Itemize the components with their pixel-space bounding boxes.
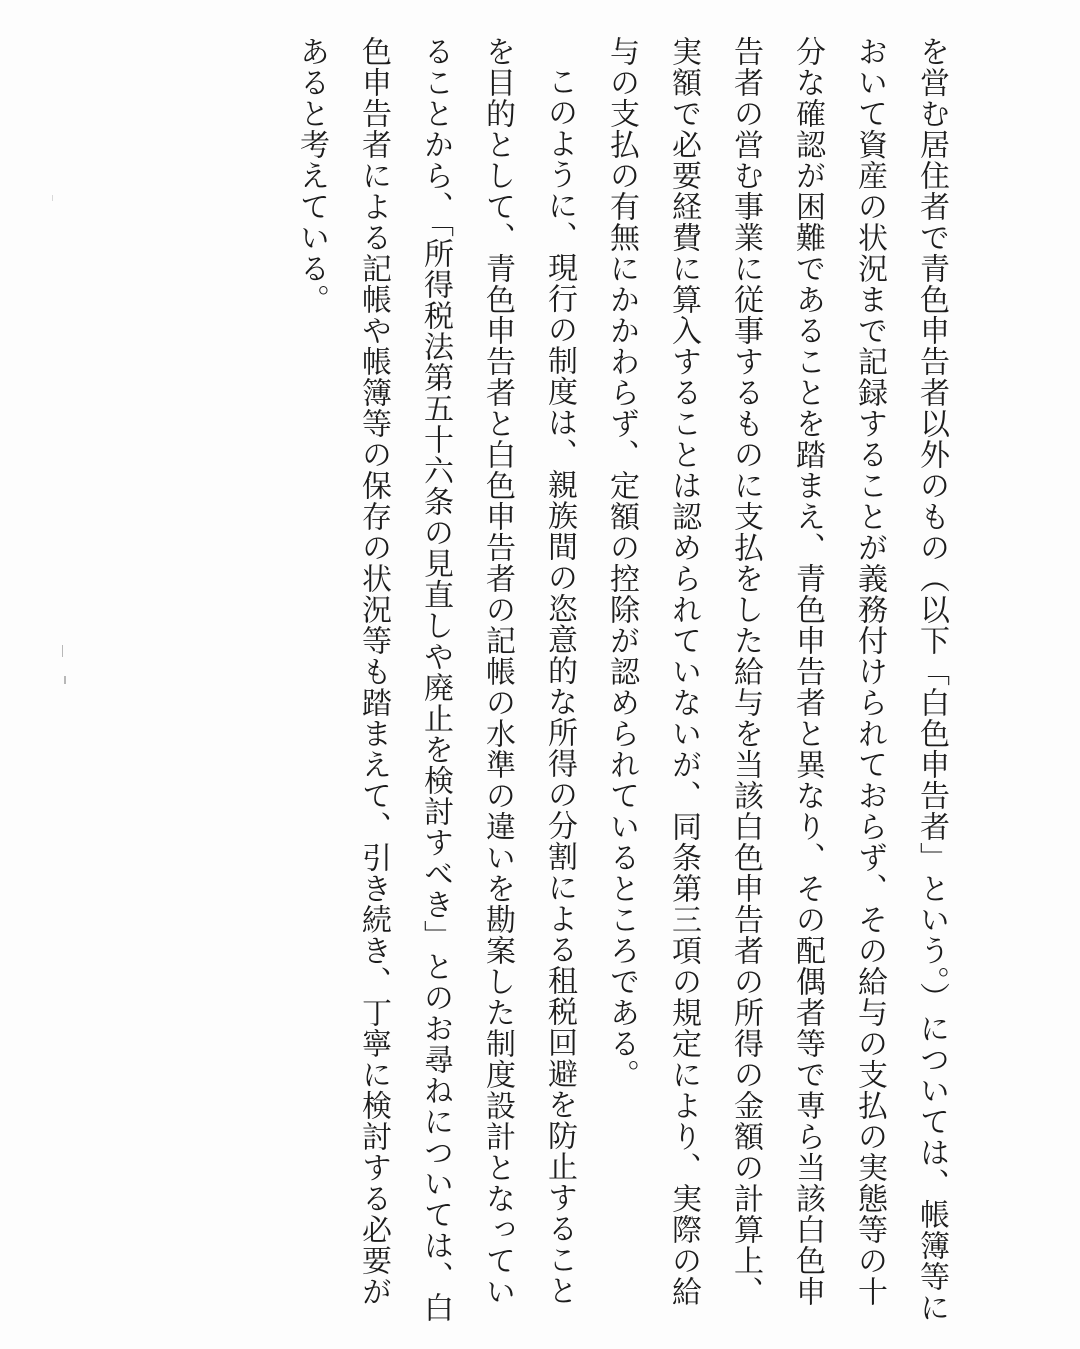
vertical-text-body	[280, 36, 962, 1326]
paragraph-conclusion: このように、現行の制度は、親族間の恣意的な所得の分割による租税回避を防止することを目的として、青色申告者と白色申告者の記帳の水準の違いを勘案した制度設計となっていることから、「所得税法第五十六条の見直しや廃止を検討すべき」とのお尋ねについては、白色申告者による記帳や帳簿等の保存の状況等も踏まえて、引き続き、丁寧に検討する必要があると考えている。	[294, 36, 577, 1323]
paragraph-continuation: を営む居住者で青色申告者以外のもの（以下「白色申告者」という。）については、帳簿等において資産の状況まで記録することが義務付けられておらず、その給与の支払の実態等の十分な確認が困難であることを踏まえ、青色申告者と異なり、その配偶者等で専ら当該白色申告者の営む事業に従事するものに支払をした給与を当該白色申告者の所得の金額の計算上、実額で必要経費に算入することは認められていないが、同条第三項の規定により、実際の給与の支払の有無にかかわらず、定額の控除が認められているところである。	[604, 36, 949, 1323]
scan-speck	[64, 676, 66, 684]
scan-speck	[52, 195, 53, 201]
scan-speck	[62, 645, 63, 657]
